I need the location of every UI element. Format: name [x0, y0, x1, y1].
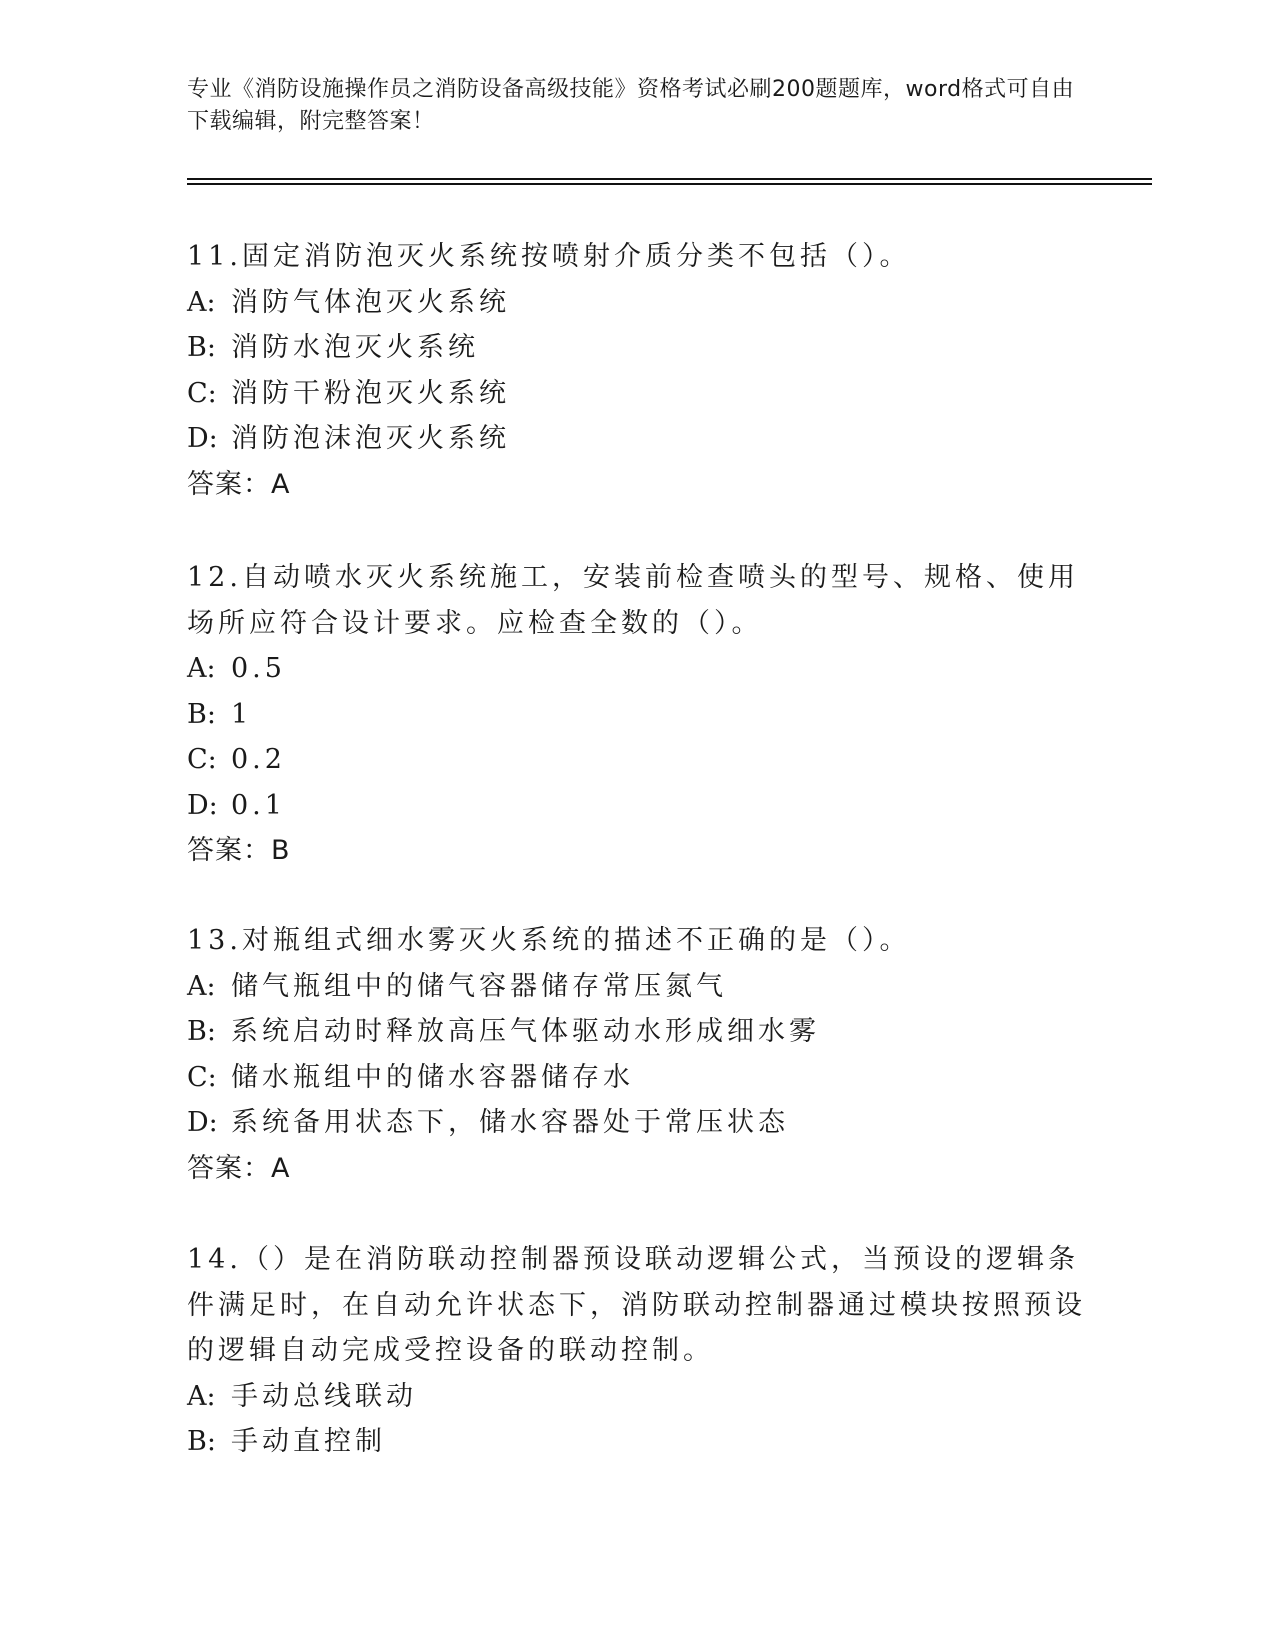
- option-letter: C:: [187, 1061, 217, 1093]
- option-a: [187, 1374, 1087, 1420]
- option-letter: A:: [187, 970, 216, 1002]
- option-a: [187, 280, 1087, 326]
- option-letter: C:: [187, 377, 217, 409]
- option-c: [187, 371, 1087, 417]
- header-rule-bottom: [187, 183, 1152, 185]
- option-text: 储水瓶组中的储水容器储存水: [231, 1061, 634, 1093]
- option-text: 消防水泡灭火系统: [231, 332, 479, 363]
- question-stem: 13.对瓶组式细水雾灭火系统的描述不正确的是（）。: [187, 925, 911, 956]
- option-text: 消防干粉泡灭火系统: [231, 377, 510, 409]
- option-text: 0.2: [231, 744, 286, 775]
- option-d: [187, 783, 1087, 829]
- option-letter: B:: [187, 332, 216, 363]
- option-b: [187, 325, 1087, 371]
- option-text: 1: [231, 698, 253, 730]
- question-12: [187, 555, 1087, 874]
- option-c: [187, 737, 1087, 783]
- option-text: 消防气体泡灭火系统: [231, 286, 510, 318]
- answer-line: 答案：B: [187, 835, 291, 866]
- option-letter: C:: [187, 744, 217, 775]
- question-14: [187, 1237, 1087, 1465]
- option-letter: D:: [187, 1107, 218, 1138]
- option-letter: A:: [187, 286, 216, 318]
- question-stem: 14.（）是在消防联动控制器预设联动逻辑公式，当预设的逻辑条件满足时，在自动允许状态下，消防联动控制器通过模块按照预设的逻辑自动完成受控设备的联动控制。: [187, 1244, 1086, 1366]
- option-c: [187, 1055, 1087, 1101]
- option-letter: D:: [187, 423, 218, 454]
- option-letter: B:: [187, 1426, 216, 1457]
- option-a: [187, 964, 1087, 1010]
- option-text: 储气瓶组中的储气容器储存常压氮气: [231, 970, 727, 1002]
- option-d: [187, 1100, 1087, 1146]
- option-text: 系统启动时释放高压气体驱动水形成细水雾: [231, 1016, 820, 1047]
- option-b: [187, 692, 1087, 738]
- option-letter: D:: [187, 789, 218, 821]
- question-11: [187, 234, 1087, 507]
- option-d: [187, 416, 1087, 462]
- option-text: 消防泡沫泡灭火系统: [231, 423, 510, 454]
- option-text: 手动总线联动: [231, 1380, 417, 1412]
- option-b: [187, 1419, 1087, 1465]
- option-letter: B:: [187, 1016, 216, 1047]
- question-13: [187, 918, 1087, 1191]
- header-rule-top: [187, 178, 1152, 180]
- question-stem: 12.自动喷水灭火系统施工，安装前检查喷头的型号、规格、使用场所应符合设计要求。应检查全数的（）。: [187, 562, 1079, 639]
- option-text: 0.5: [231, 653, 286, 684]
- document-header: 专业《消防设施操作员之消防设备高级技能》资格考试必刷200题题库，word格式可自由下载编辑，附完整答案！: [187, 77, 1075, 134]
- option-text: 系统备用状态下，储水容器处于常压状态: [231, 1107, 789, 1138]
- option-letter: A:: [187, 653, 216, 684]
- option-a: [187, 646, 1087, 692]
- question-stem: 11.固定消防泡灭火系统按喷射介质分类不包括（）。: [187, 241, 911, 272]
- answer-line: 答案：A: [187, 1152, 291, 1184]
- option-text: 0.1: [231, 789, 286, 821]
- option-letter: A:: [187, 1380, 216, 1412]
- option-b: [187, 1009, 1087, 1055]
- option-text: 手动直控制: [231, 1426, 386, 1457]
- option-letter: B:: [187, 698, 216, 730]
- answer-line: 答案：A: [187, 468, 291, 500]
